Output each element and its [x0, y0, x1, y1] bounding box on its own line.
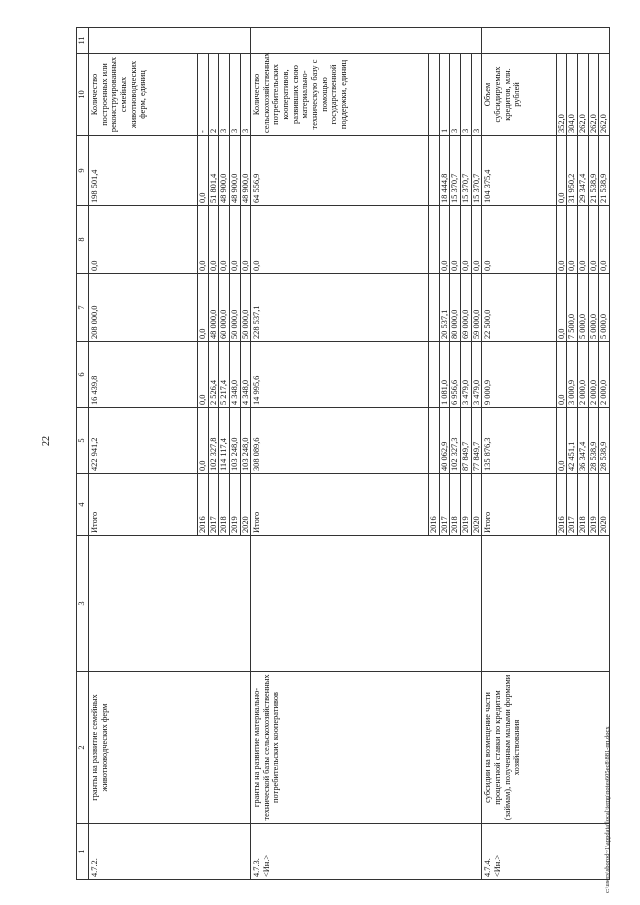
year-value: 21 538,9: [599, 136, 610, 206]
year-value: 304,0: [567, 54, 578, 136]
year-value: 60 000,0: [219, 274, 230, 342]
year-value: [429, 274, 440, 342]
year-value: 103 248,0: [240, 408, 251, 474]
col11-cell: [251, 28, 482, 54]
year-value: 48 900,0: [219, 136, 230, 206]
year-value: 0,0: [556, 408, 567, 474]
page-number: 22: [41, 436, 52, 446]
total-value: 104 375,4: [482, 136, 556, 206]
year-value: 15 370,7: [450, 136, 461, 206]
year-cell: 2016: [556, 474, 567, 536]
year-value: 20 537,1: [439, 274, 450, 342]
total-value: 0,0: [251, 206, 429, 274]
block-total-row: [89, 28, 198, 880]
year-value: [429, 408, 440, 474]
col-header: 5: [77, 408, 89, 474]
year-value: 262,0: [599, 54, 610, 136]
year-value: 3: [240, 54, 251, 136]
year-value: 15 370,7: [471, 136, 482, 206]
total-value: 64 556,9: [251, 136, 429, 206]
year-cell: 2016: [197, 474, 208, 536]
program-table-rotated: [76, 28, 610, 880]
year-value: 102 327,3: [450, 408, 461, 474]
col-header: 7: [77, 274, 89, 342]
year-cell: 2017: [439, 474, 450, 536]
year-value: 0,0: [439, 206, 450, 274]
year-cell: 2019: [229, 474, 240, 536]
year-value: 5 217,4: [219, 342, 230, 408]
total-label: Итого: [89, 474, 198, 536]
year-cell: 2018: [219, 474, 230, 536]
year-value: 352,0: [556, 54, 567, 136]
year-value: 48 900,0: [229, 136, 240, 206]
col-header: 4: [77, 474, 89, 536]
year-value: 3: [461, 54, 472, 136]
year-value: 31 950,2: [567, 136, 578, 206]
year-cell: 2019: [588, 474, 599, 536]
year-value: 42 451,1: [567, 408, 578, 474]
total-value: 16 439,8: [89, 342, 198, 408]
year-value: 3: [450, 54, 461, 136]
year-value: 0,0: [588, 206, 599, 274]
year-value: 40 062,9: [439, 408, 450, 474]
year-value: 21 538,9: [588, 136, 599, 206]
year-value: -: [197, 54, 208, 136]
year-cell: 2020: [240, 474, 251, 536]
year-value: [429, 342, 440, 408]
executor-cell: [482, 536, 610, 672]
year-value: 2: [208, 54, 219, 136]
item-number: 4.7.4. <Ин.>: [482, 824, 610, 880]
col-header: 6: [77, 342, 89, 408]
year-value: 2 000,0: [578, 342, 589, 408]
year-value: 59 000,0: [471, 274, 482, 342]
year-value: 77 849,7: [471, 408, 482, 474]
total-value: 22 500,0: [482, 274, 556, 342]
year-value: 87 849,7: [461, 408, 472, 474]
col11-cell: [89, 28, 251, 54]
item-name: гранты на развитие семейных животноводческих ферм: [89, 672, 251, 824]
indicator-description: Объем субсидируемых кредитов, млн. рублей: [482, 54, 556, 136]
year-value: 50 000,0: [229, 274, 240, 342]
total-value: 0,0: [89, 206, 198, 274]
year-value: 5 000,0: [578, 274, 589, 342]
block-total-row: [251, 28, 429, 880]
year-value: 0,0: [461, 206, 472, 274]
executor-cell: [89, 536, 251, 672]
year-value: 0,0: [450, 206, 461, 274]
col-header: 1: [77, 824, 89, 880]
year-value: 69 000,0: [461, 274, 472, 342]
year-value: 4 348,0: [240, 342, 251, 408]
year-value: 36 347,4: [578, 408, 589, 474]
year-value: 0,0: [240, 206, 251, 274]
year-value: 51 801,4: [208, 136, 219, 206]
year-cell: 2017: [567, 474, 578, 536]
item-number: 4.7.3. <Ин.>: [251, 824, 482, 880]
total-value: 208 000,0: [89, 274, 198, 342]
footer-file-path: c:\users\sborod~1\appdata\local\temp\notes605ec8\881-пп.docx: [604, 726, 611, 893]
col-header: 11: [77, 28, 89, 54]
year-value: 6 956,6: [450, 342, 461, 408]
item-name: субсидии на возмещение части процентной ставки по кредитам (займам), полученным малыми формами хозяйствования: [482, 672, 610, 824]
year-value: 262,0: [578, 54, 589, 136]
year-value: 0,0: [197, 342, 208, 408]
total-label: Итого: [482, 474, 556, 536]
year-value: [429, 136, 440, 206]
year-value: 5 000,0: [588, 274, 599, 342]
year-value: 0,0: [197, 206, 208, 274]
year-value: 2 000,0: [599, 342, 610, 408]
year-value: 28 538,9: [599, 408, 610, 474]
year-value: 102 327,8: [208, 408, 219, 474]
year-value: 5 000,0: [599, 274, 610, 342]
total-label: Итого: [251, 474, 429, 536]
year-value: 0,0: [197, 274, 208, 342]
year-value: 0,0: [556, 342, 567, 408]
year-value: 18 444,8: [439, 136, 450, 206]
column-number-row: [77, 28, 89, 880]
year-value: 0,0: [229, 206, 240, 274]
col11-cell: [482, 28, 610, 54]
year-value: 0,0: [567, 206, 578, 274]
year-value: 7 500,0: [567, 274, 578, 342]
col-header: 9: [77, 136, 89, 206]
year-value: 3 479,0: [471, 342, 482, 408]
year-value: 48 000,0: [208, 274, 219, 342]
year-value: 0,0: [219, 206, 230, 274]
year-value: [429, 54, 440, 136]
indicator-description: Количество сельскохозяйственных потребительских кооперативов, развивших свою материально-техническую базу с помощью государственной поддержки, единиц: [251, 54, 429, 136]
year-cell: 2018: [450, 474, 461, 536]
year-value: 80 000,0: [450, 274, 461, 342]
year-value: 1: [439, 54, 450, 136]
total-value: 0,0: [482, 206, 556, 274]
executor-cell: [251, 536, 482, 672]
col-header: 10: [77, 54, 89, 136]
year-value: 48 900,0: [240, 136, 251, 206]
year-value: 0,0: [556, 136, 567, 206]
year-value: 3: [229, 54, 240, 136]
year-value: 103 248,0: [229, 408, 240, 474]
year-value: 28 538,9: [588, 408, 599, 474]
year-value: 114 117,4: [219, 408, 230, 474]
year-value: 0,0: [556, 274, 567, 342]
col-header: 3: [77, 536, 89, 672]
year-value: 50 000,0: [240, 274, 251, 342]
year-value: 2 000,0: [588, 342, 599, 408]
year-value: 0,0: [471, 206, 482, 274]
year-value: 2 526,4: [208, 342, 219, 408]
year-value: 0,0: [208, 206, 219, 274]
block-total-row: [482, 28, 556, 880]
total-value: 422 941,2: [89, 408, 198, 474]
indicator-description: Количество построенных или реконструированных семейных животноводческих ферм, единиц: [89, 54, 198, 136]
total-value: 9 000,9: [482, 342, 556, 408]
total-value: 198 501,4: [89, 136, 198, 206]
year-value: 3 000,9: [567, 342, 578, 408]
year-value: 29 347,4: [578, 136, 589, 206]
year-cell: 2017: [208, 474, 219, 536]
col-header: 2: [77, 672, 89, 824]
total-value: 14 995,6: [251, 342, 429, 408]
year-value: 0,0: [556, 206, 567, 274]
year-value: 0,0: [578, 206, 589, 274]
year-value: 3: [219, 54, 230, 136]
item-number: 4.7.2.: [89, 824, 251, 880]
year-value: 3: [471, 54, 482, 136]
year-cell: 2020: [471, 474, 482, 536]
year-cell: 2018: [578, 474, 589, 536]
total-value: 135 876,3: [482, 408, 556, 474]
item-name: гранты на развитие материально-технической базы сельскохозяйственных потребительских кооперативов: [251, 672, 482, 824]
year-value: 1 081,0: [439, 342, 450, 408]
year-value: 0,0: [197, 408, 208, 474]
total-value: 308 089,6: [251, 408, 429, 474]
year-value: [429, 206, 440, 274]
year-value: 15 370,7: [461, 136, 472, 206]
year-value: 0,0: [599, 206, 610, 274]
program-table: [76, 27, 610, 880]
year-value: 4 348,0: [229, 342, 240, 408]
col-header: 8: [77, 206, 89, 274]
year-value: 0,0: [197, 136, 208, 206]
year-cell: 2016: [429, 474, 440, 536]
year-value: 3 479,0: [461, 342, 472, 408]
year-value: 262,0: [588, 54, 599, 136]
year-cell: 2019: [461, 474, 472, 536]
total-value: 228 537,1: [251, 274, 429, 342]
year-cell: 2020: [599, 474, 610, 536]
